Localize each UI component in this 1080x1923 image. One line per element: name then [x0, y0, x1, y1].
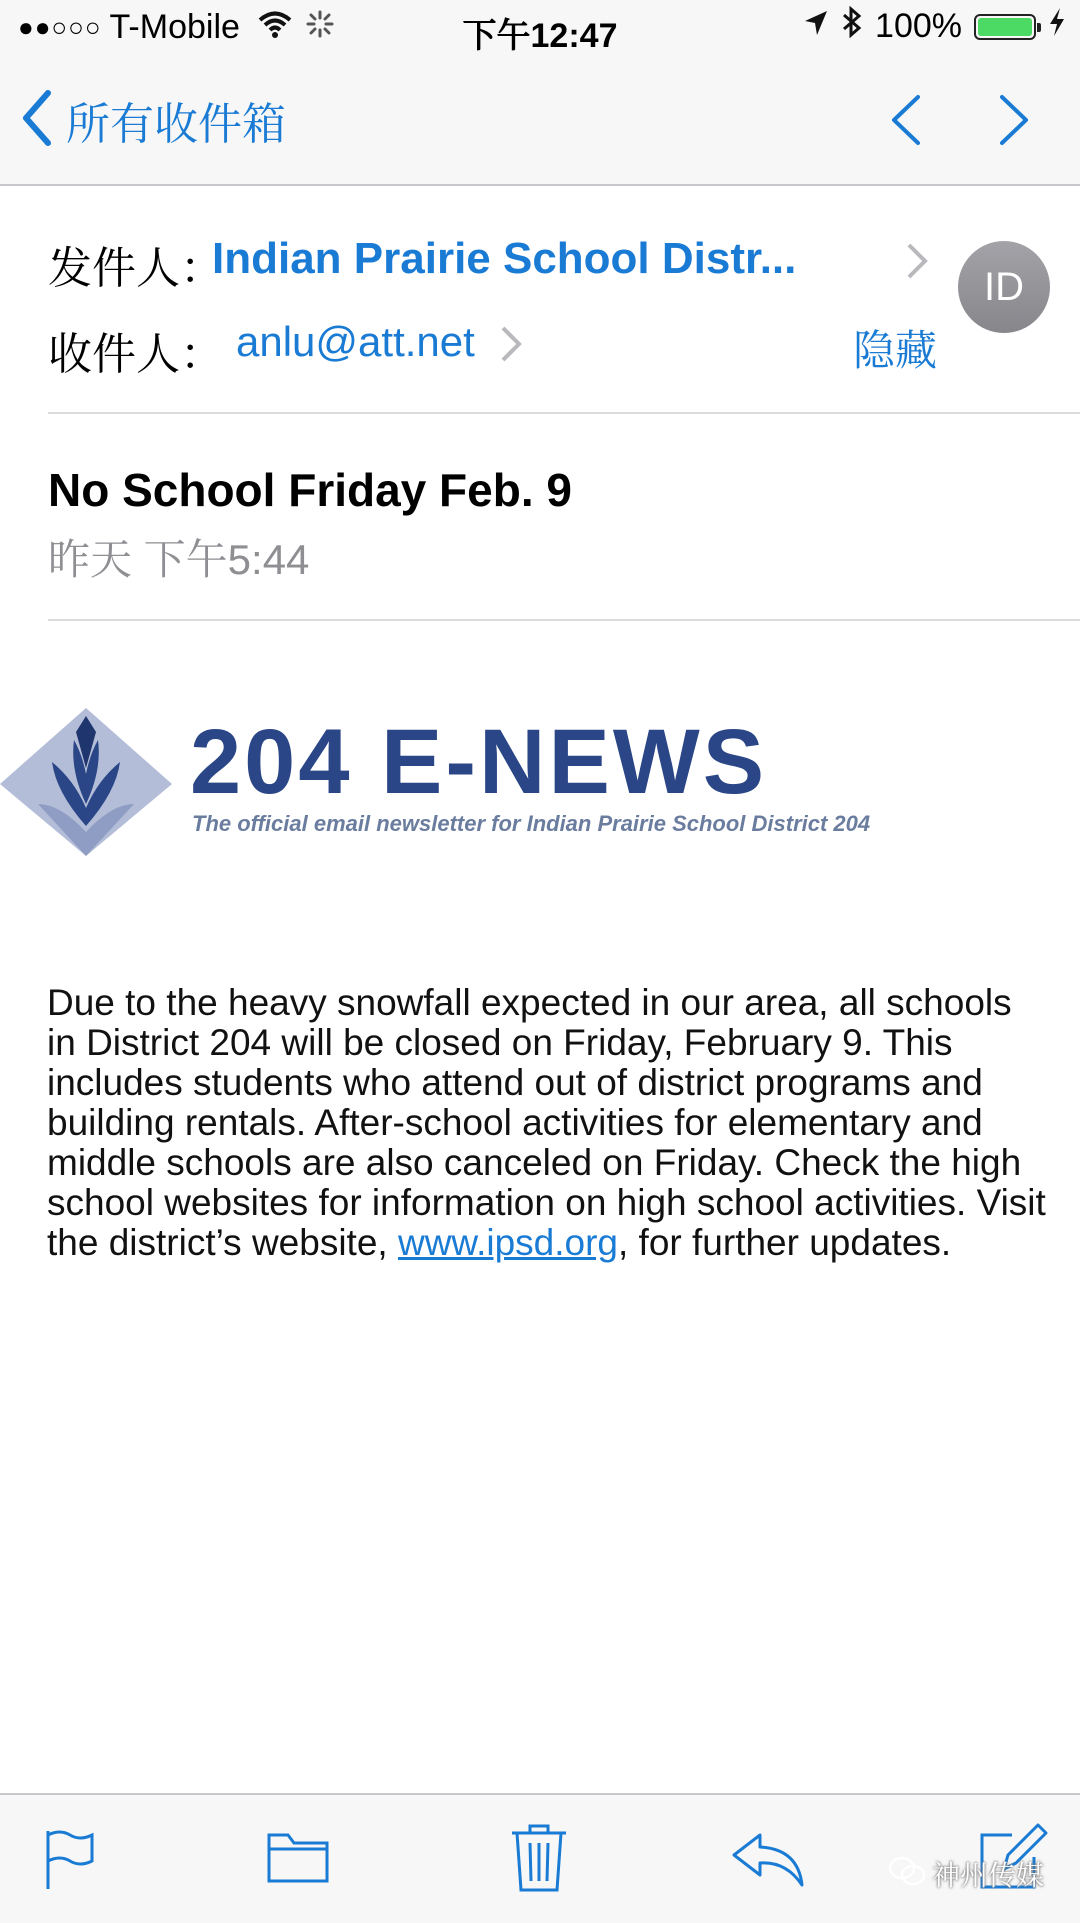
- district-website-link[interactable]: www.ipsd.org: [397, 1222, 618, 1263]
- watermark: [888, 1854, 1044, 1894]
- header-divider: [48, 412, 1080, 414]
- message-body: [47, 983, 1047, 1263]
- watermark-text: 神州传媒: [932, 1860, 1045, 1891]
- message-date: 昨天 下午5:44: [48, 536, 310, 583]
- flag-icon[interactable]: [42, 1829, 98, 1896]
- battery-icon: [974, 14, 1036, 40]
- body-text: Due to the heavy snowfall expected in our area, all schools in District 204 will be closed on Friday, February 9. This includes students who attend out of district programs and building rentals. After-school activities for elementary and middle schools are also canceled on Friday. Check the high school websites for information on high school activities. Visit the district’s website,: [47, 982, 1046, 1263]
- reply-icon[interactable]: [730, 1831, 806, 1892]
- from-label: 发件人：: [48, 244, 224, 293]
- next-message-icon[interactable]: [998, 94, 1030, 151]
- carrier-name: T-Mobile: [109, 8, 240, 46]
- sender-chevron-icon[interactable]: [906, 242, 928, 285]
- signal-strength-icon: ●●○○○: [18, 12, 102, 42]
- battery-percent: 100%: [875, 7, 962, 45]
- back-button[interactable]: [22, 88, 286, 152]
- status-time: 下午12:47: [462, 17, 618, 55]
- charging-bolt-icon: [1048, 7, 1066, 46]
- previous-message-icon[interactable]: [890, 94, 922, 151]
- recipient-address[interactable]: anlu@att.net: [236, 318, 475, 365]
- bluetooth-icon: [841, 6, 863, 47]
- folder-icon[interactable]: [266, 1829, 330, 1890]
- banner-title: 204 E-NEWS: [190, 711, 768, 813]
- status-right: [803, 6, 1066, 47]
- back-label: 所有收件箱: [66, 100, 286, 149]
- battery-level: [978, 18, 1032, 36]
- recipient-chevron-icon[interactable]: [500, 325, 522, 368]
- wechat-icon: [888, 1856, 926, 1893]
- navigation-bar: [0, 58, 1080, 186]
- back-chevron-icon: [22, 90, 52, 151]
- banner-tagline: The official email newsletter for Indian Prairie School District 204: [192, 811, 871, 836]
- body-text-end: , for further updates.: [618, 1222, 952, 1263]
- location-arrow-icon: [803, 7, 829, 46]
- sender-name[interactable]: Indian Prairie School Distr...: [212, 234, 797, 283]
- message-subject: No School Friday Feb. 9: [48, 464, 572, 516]
- subject-divider: [48, 619, 1080, 621]
- status-bar: [0, 0, 1080, 58]
- district-logo-icon: [0, 708, 172, 861]
- avatar[interactable]: ID: [958, 241, 1050, 333]
- to-label: 收件人：: [48, 330, 224, 379]
- trash-icon[interactable]: [510, 1823, 568, 1898]
- hide-details-link[interactable]: 隐藏: [853, 327, 938, 374]
